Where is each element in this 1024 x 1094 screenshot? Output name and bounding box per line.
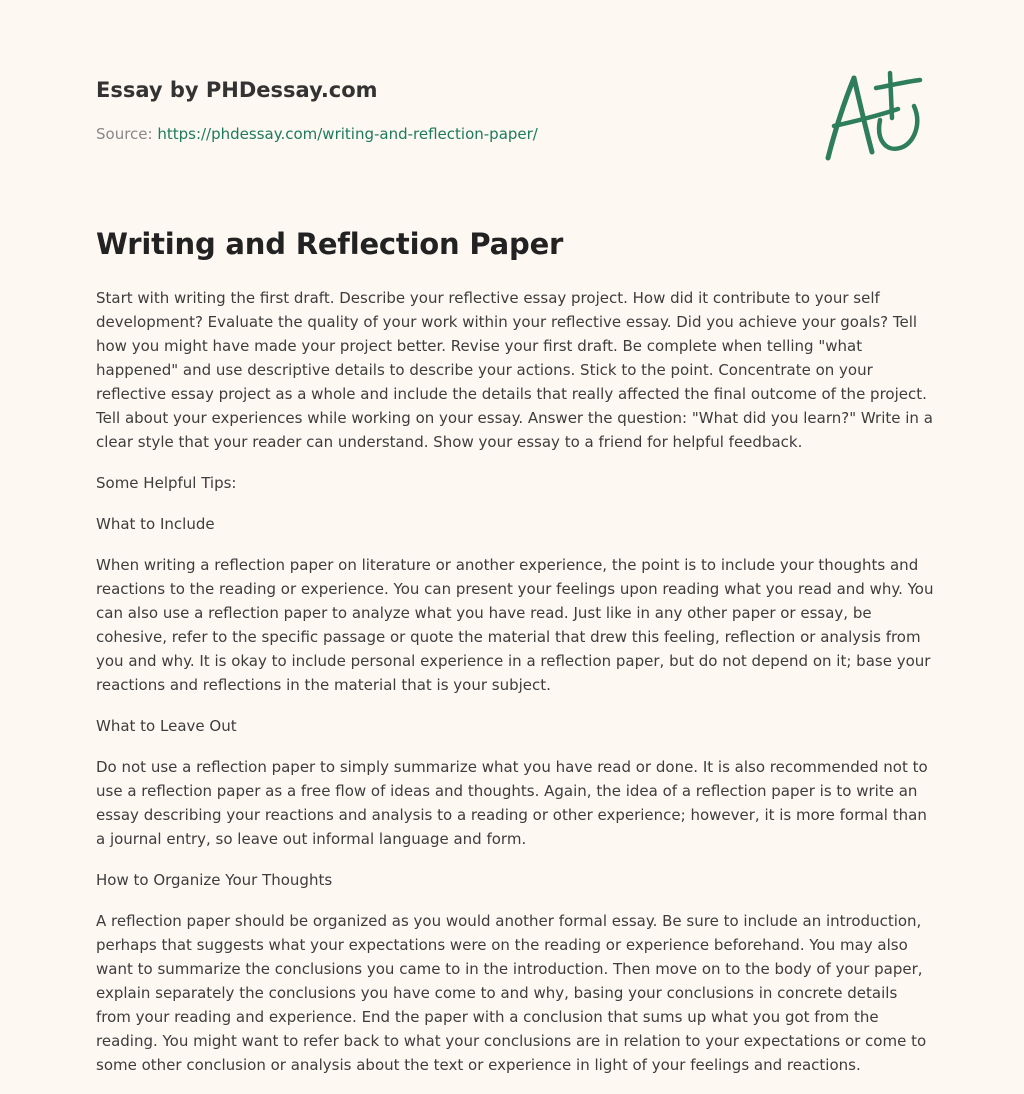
paragraph-organize-thoughts: A reflection paper should be organized as you would another formal essay. Be sure to include an introduction, perhaps that suggests what your expectations were on the reading or experience beforehand. You may also want to summarize the conclusions you came to in the introduction. Then move on to the body of your paper, explain separately the conclusions you have come to and why, basing your conclusions in concrete details from your reading and experience. End the paper with a conclusion that sums up what you got from the reading. You might want to refer back to what your conclusions are in relation to your expectations or come to some other conclusion or analysis about the text or experience in light of your feelings and reactions. [96,912,927,1074]
source-label: Source: [96,125,158,143]
subheading-what-to-leave-out: What to Leave Out [96,717,237,735]
page-title: Writing and Reflection Paper [96,227,564,261]
subheading-helpful-tips: Some Helpful Tips: [96,474,237,492]
paragraph-what-to-leave-out: Do not use a reflection paper to simply summarize what you have read or done. It is also recommended not to use a reflection paper as a free flow of ideas and thoughts. Again, the idea of a reflection paper is to write an essay describing your reactions and analysis to a reading or other experience; however, it is more formal than a journal entry, so leave out informal language and form. [96,758,928,848]
subheading-organize-thoughts: How to Organize Your Thoughts [96,871,333,889]
subheading-what-to-include: What to Include [96,515,215,533]
a-plus-icon [820,68,930,164]
article-body [96,286,934,1094]
source-link[interactable]: https://phdessay.com/writing-and-reflection-paper/ [157,125,538,143]
page-header [96,74,796,144]
paragraph-intro: Start with writing the first draft. Describe your reflective essay project. How did it contribute to your self development? Evaluate the quality of your work within your reflective essay. Did you achieve your goals? Tell how you might have made your project better. Revise your first draft. Be complete when telling "what happened" and use descriptive details to describe your actions. Stick to the point. Concentrate on your reflective essay project as a whole and include the details that really affected the final outcome of the project. Tell about your experiences while working on your essay. Answer the question: "What did you learn?" Write in a clear style that your reader can understand. Show your essay to a friend for helpful feedback. [96,289,933,451]
source-line [96,124,796,144]
paragraph-what-to-include: When writing a reflection paper on literature or another experience, the point is to include your thoughts and reactions to the reading or experience. You can present your feelings upon reading what you read and why. You can also use a reflection paper to analyze what you have read. Just like in any other paper or essay, be cohesive, refer to the specific passage or quote the material that drew this feeling, reflection or analysis from you and why. It is okay to include personal experience in a reflection paper, but do not depend on it; base your reactions and reflections in the material that is your subject. [96,556,934,694]
brand-title: Essay by PHDessay.com [96,78,378,102]
